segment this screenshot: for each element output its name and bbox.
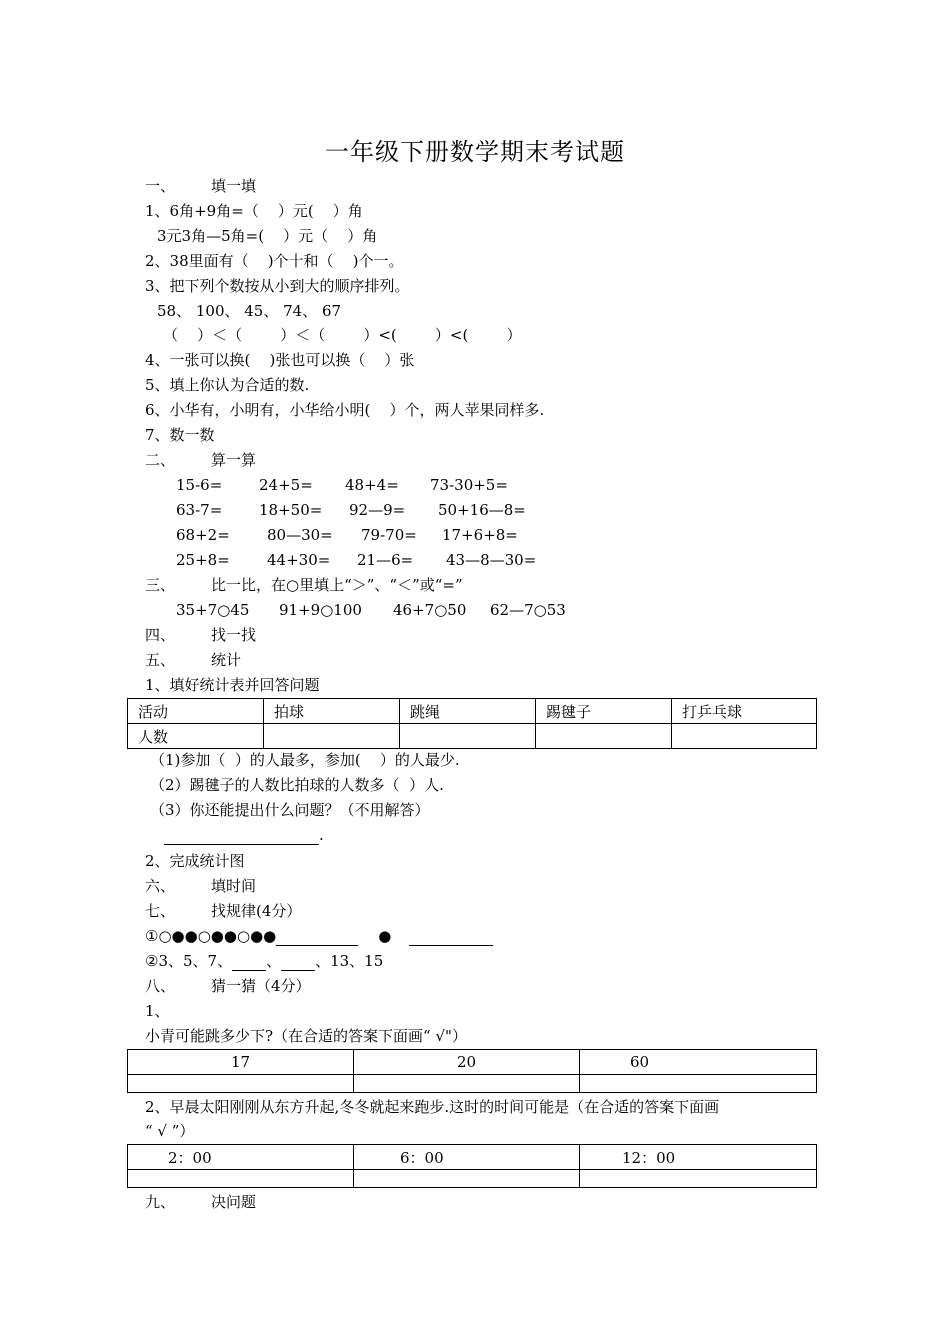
guess-question-1-text: 小青可能跳多少下?（在合适的答案下面画“ √"） <box>145 1027 467 1045</box>
section-number: 九、 <box>145 1193 176 1211</box>
answer-cell[interactable] <box>354 1075 580 1093</box>
guess-question-2-line-1: 2、早晨太阳刚刚从东方升起,冬冬就起来跑步.这时的时间可能是（在合适的答案下面画 <box>145 1098 720 1116</box>
calc-item: 50+16—8= <box>438 501 526 519</box>
table-header-row <box>128 1050 817 1075</box>
answer-line-row <box>164 825 324 845</box>
section-2-heading <box>145 450 256 470</box>
pattern-end: 、13、15 <box>315 952 384 970</box>
stats-question-2: 2、完成统计图 <box>145 852 245 870</box>
calc-item: 73-30+5= <box>430 476 508 494</box>
pattern-1-row <box>145 926 493 946</box>
answer-line-end: . <box>319 826 324 844</box>
table-input-cell[interactable] <box>400 724 536 749</box>
section-number: 七、 <box>145 902 176 920</box>
calc-item: 80—30= <box>267 526 333 544</box>
table-row <box>128 1170 817 1188</box>
question-2: 2、38里面有（ )个十和（ )个一。 <box>145 252 404 270</box>
stats-sub-question-3: （3）你还能提出什么问题？（不用解答） <box>150 801 430 819</box>
calc-item: 21—6= <box>357 551 414 569</box>
table-cell: 12：00 <box>580 1145 817 1170</box>
section-4-heading <box>145 625 256 645</box>
question-1a: 1、6角+9角=（ ）元( ）角 <box>145 202 363 220</box>
guess-question-2-line-2: “ √ ”） <box>145 1122 195 1140</box>
page-title: 一年级下册数学期末考试题 <box>325 138 625 166</box>
section-number: 三、 <box>145 576 176 594</box>
section-7-heading <box>145 901 301 921</box>
compare-item: 91+9○100 <box>279 601 362 619</box>
section-title: 比一比，在○里填上“＞”、“＜”或“=” <box>211 576 463 594</box>
table-header-row <box>128 1145 817 1170</box>
jump-count-table <box>127 1049 817 1093</box>
table-cell: 踢毽子 <box>536 699 672 724</box>
pattern-sequence: ①○●●○●●○●● <box>145 927 277 945</box>
table-input-cell[interactable] <box>672 724 817 749</box>
question-3-order: （ ）＜（ ）＜（ ）<( ）<( ） <box>163 326 522 344</box>
pattern-dot: ● <box>378 927 392 945</box>
section-8-heading <box>145 976 311 996</box>
calc-item: 63-7= <box>176 501 223 519</box>
section-3-heading <box>145 575 463 595</box>
calc-item: 48+4= <box>345 476 399 494</box>
pattern-start: ②3、5、7、 <box>145 952 233 970</box>
section-title: 决问题 <box>211 1193 257 1211</box>
question-6: 6、小华有，小明有，小华给小明( ）个，两人苹果同样多. <box>145 401 545 419</box>
section-title: 找规律(4分） <box>211 902 302 920</box>
pattern-blank[interactable] <box>281 953 315 971</box>
table-header-row <box>128 699 817 724</box>
answer-cell[interactable] <box>354 1170 580 1188</box>
calc-item: 92—9= <box>349 501 406 519</box>
pattern-blank[interactable] <box>409 928 493 946</box>
table-cell: 跳绳 <box>400 699 536 724</box>
section-number: 一、 <box>145 177 176 195</box>
activity-stats-table <box>127 698 817 749</box>
pattern-blank[interactable] <box>276 928 358 946</box>
table-input-cell[interactable] <box>536 724 672 749</box>
answer-blank[interactable] <box>164 826 319 845</box>
calc-item: 79-70= <box>361 526 417 544</box>
section-title: 猜一猜（4分） <box>211 977 311 995</box>
question-3-numbers: 58、 100、 45、 74、 67 <box>157 302 342 320</box>
compare-item: 46+7○50 <box>393 601 467 619</box>
section-number: 二、 <box>145 451 176 469</box>
calc-item: 43—8—30= <box>446 551 537 569</box>
pattern-blank[interactable] <box>232 953 266 971</box>
section-title: 算一算 <box>211 451 257 469</box>
question-7: 7、数一数 <box>145 426 215 444</box>
calc-item: 44+30= <box>267 551 331 569</box>
compare-item: 62—7○53 <box>490 601 566 619</box>
question-4: 4、一张可以换( )张也可以换（ ）张 <box>145 351 415 369</box>
time-options-table <box>127 1144 817 1188</box>
section-title: 统计 <box>211 651 242 669</box>
section-6-heading <box>145 876 256 896</box>
table-input-cell[interactable] <box>264 724 400 749</box>
calc-item: 25+8= <box>176 551 230 569</box>
section-number: 六、 <box>145 877 176 895</box>
compare-item: 35+7○45 <box>176 601 250 619</box>
table-cell: 60 <box>580 1050 817 1075</box>
table-cell: 打乒乓球 <box>672 699 817 724</box>
table-cell: 17 <box>128 1050 354 1075</box>
calc-item: 18+50= <box>259 501 323 519</box>
question-5: 5、填上你认为合适的数. <box>145 376 310 394</box>
stats-sub-question-1: （1)参加（ ）的人最多，参加( ）的人最少. <box>150 751 460 769</box>
answer-cell[interactable] <box>580 1075 817 1093</box>
question-1b: 3元3角—5角=( ）元（ ）角 <box>157 227 378 245</box>
section-5-heading <box>145 650 241 670</box>
section-9-heading <box>145 1192 256 1212</box>
section-title: 填一填 <box>211 177 257 195</box>
table-row <box>128 1075 817 1093</box>
table-cell: 2：00 <box>128 1145 354 1170</box>
answer-cell[interactable] <box>580 1170 817 1188</box>
guess-question-1: 1、 <box>145 1002 170 1020</box>
table-row <box>128 724 817 749</box>
stats-question-1: 1、填好统计表并回答问题 <box>145 676 320 694</box>
question-3: 3、把下列个数按从小到大的顺序排列。 <box>145 277 410 295</box>
calc-item: 17+6+8= <box>442 526 518 544</box>
section-number: 八、 <box>145 977 176 995</box>
section-1-heading <box>145 176 256 196</box>
table-cell: 拍球 <box>264 699 400 724</box>
answer-cell[interactable] <box>128 1075 354 1093</box>
stats-sub-question-2: （2）踢毽子的人数比拍球的人数多（ ）人. <box>150 776 444 794</box>
table-cell: 20 <box>354 1050 580 1075</box>
calc-item: 15-6= <box>176 476 223 494</box>
section-title: 找一找 <box>211 626 257 644</box>
table-cell: 活动 <box>128 699 264 724</box>
calc-item: 68+2= <box>176 526 230 544</box>
section-number: 五、 <box>145 651 176 669</box>
pattern-2-row <box>145 951 383 971</box>
table-cell: 6：00 <box>354 1145 580 1170</box>
answer-cell[interactable] <box>128 1170 354 1188</box>
table-cell: 人数 <box>128 724 264 749</box>
section-number: 四、 <box>145 626 176 644</box>
calc-item: 24+5= <box>259 476 313 494</box>
section-title: 填时间 <box>211 877 257 895</box>
pattern-separator: 、 <box>266 952 282 970</box>
